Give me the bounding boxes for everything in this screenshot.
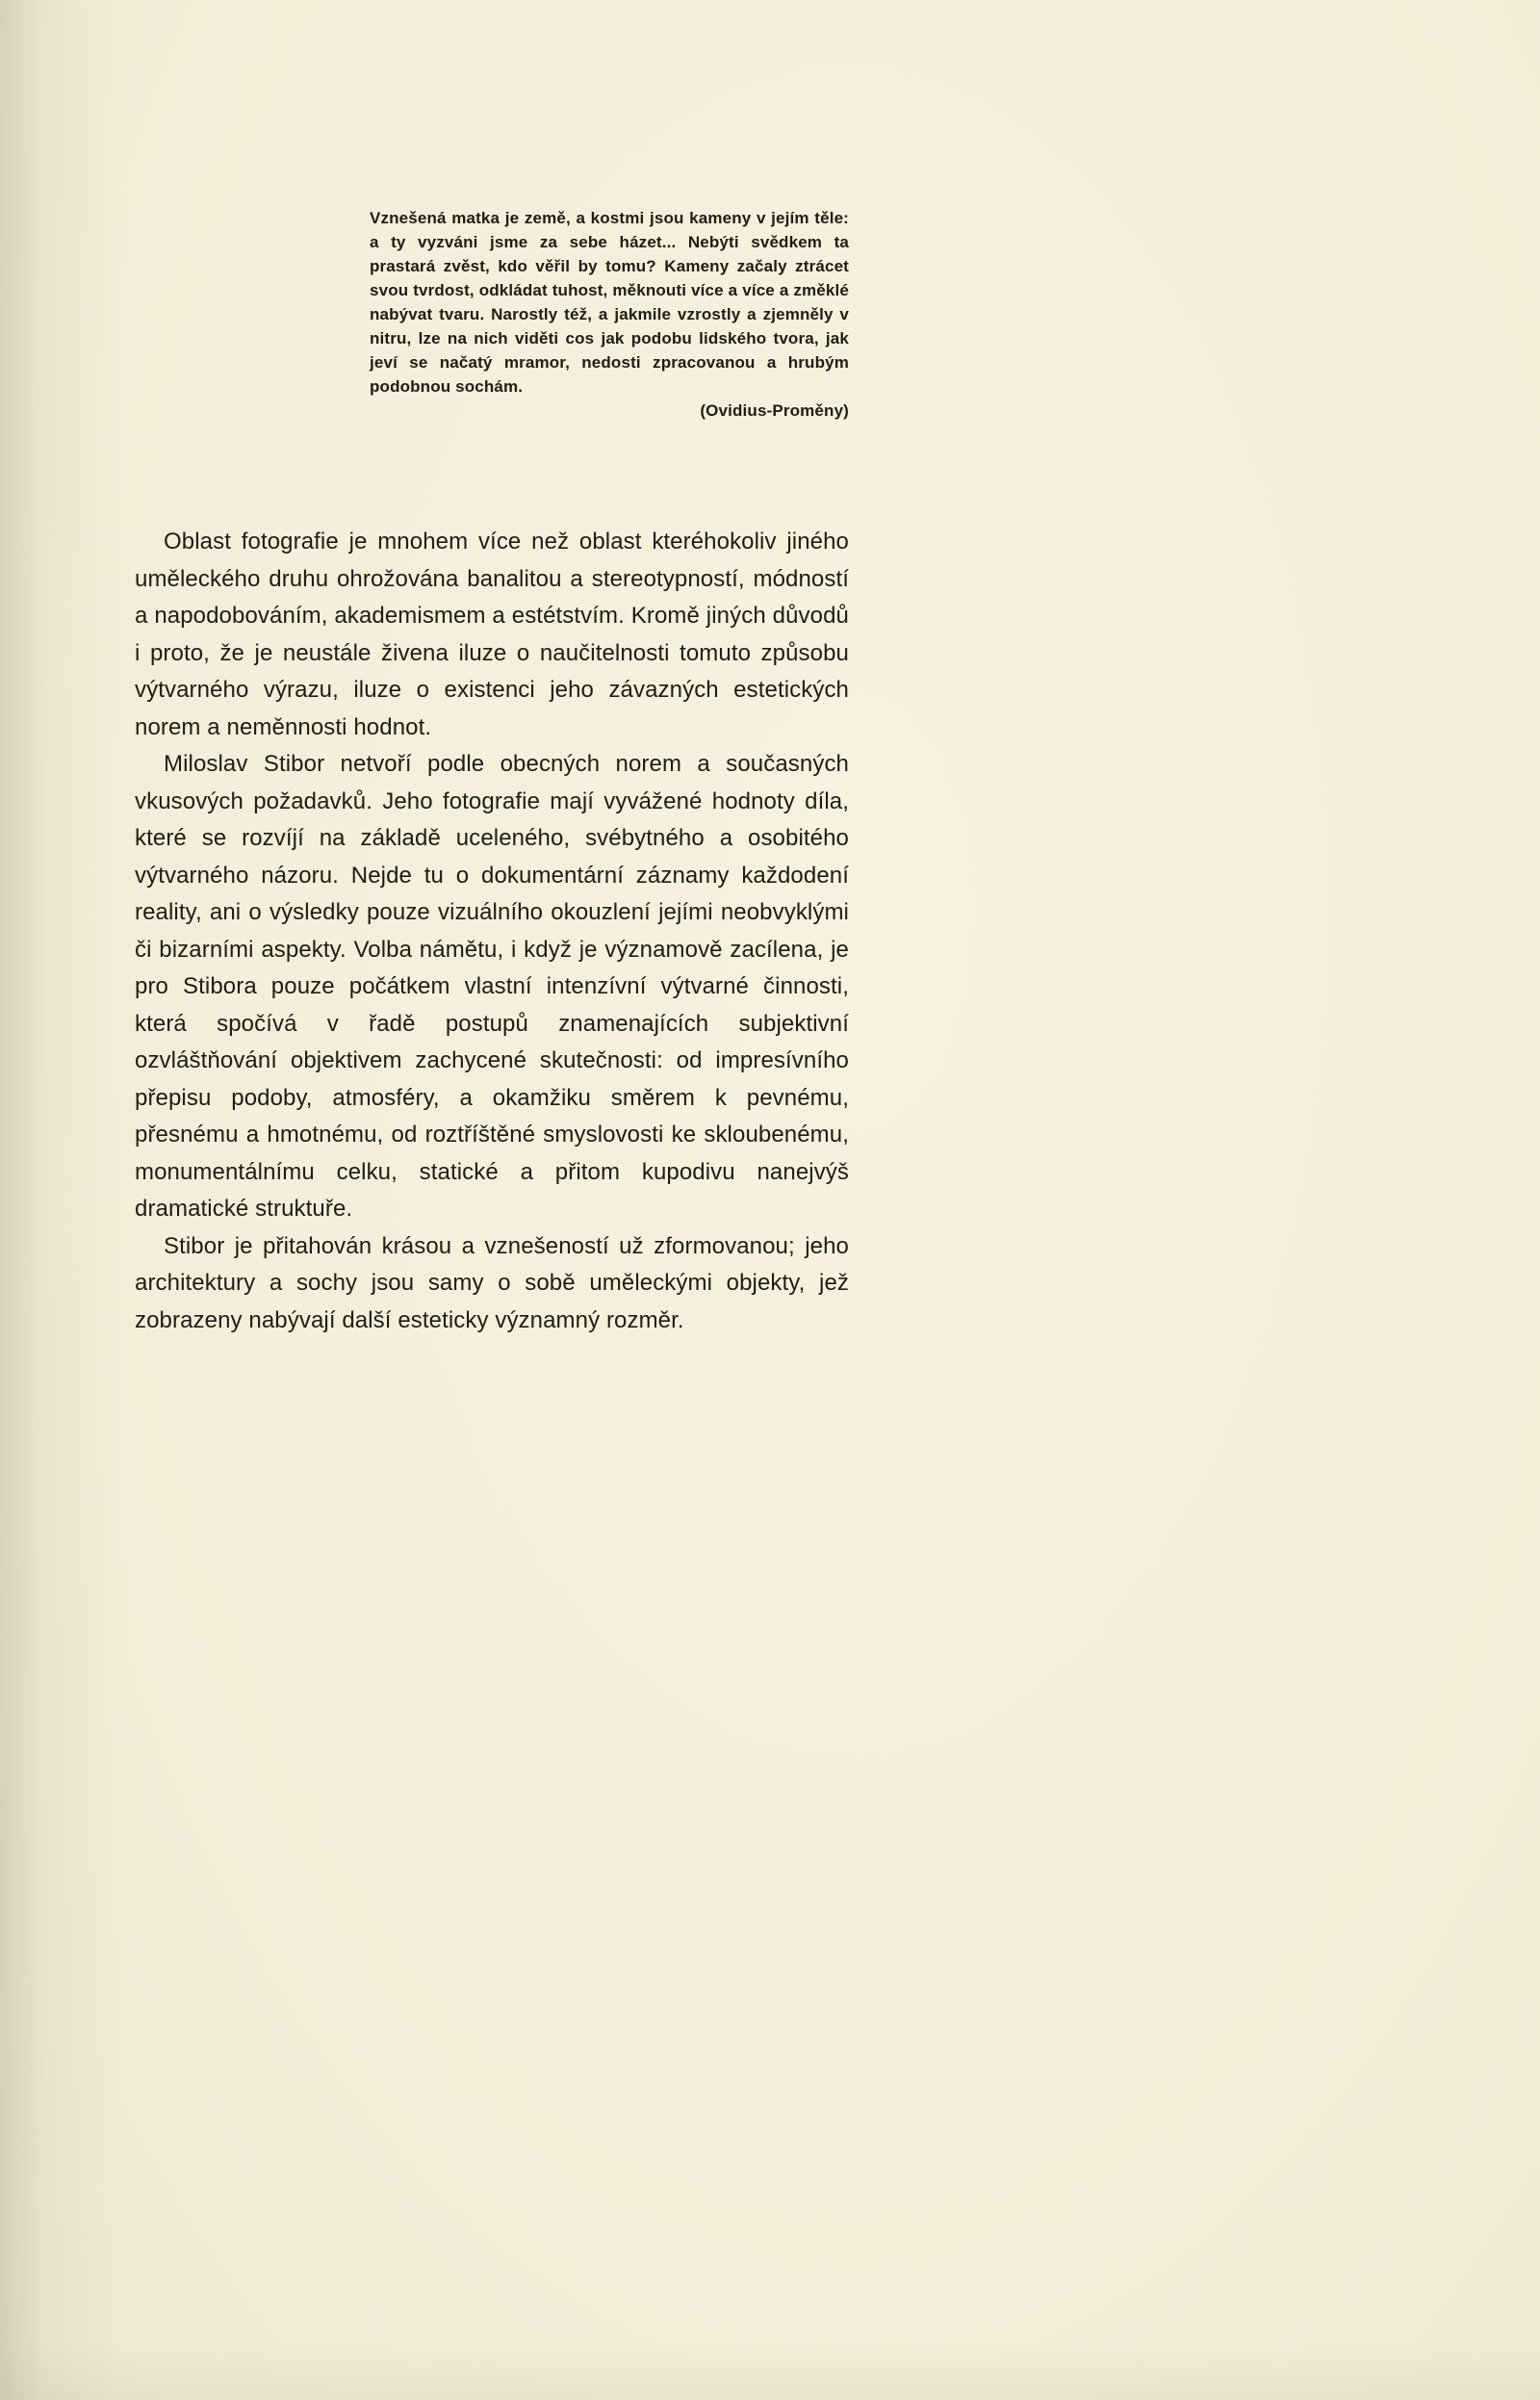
body-paragraph: Miloslav Stibor netvoří podle obecných norem a současných vkusových požadavků. Jeho fotografie mají vyvážené hodnoty díla, které se rozvíjí na základě uceleného, svébytného a osobitého výtvarného názoru. Nejde tu o dokumentární záznamy každodení reality, ani o výsledky pouze vizuálního okouzlení jejími neobvyklými či bizarními aspekty. Volba námětu, i když je významově zacílena, je pro Stibora pouze počátkem vlastní intenzívní výtvarné činnosti, která spočívá v řadě postupů znamenajících subjektivní ozvláštňování objektivem zachycené skutečnosti: od impresívního přepisu podoby, atmosféry, a okamžiku směrem k pevnému, přesnému a hmotnému, od roztříštěné smyslovosti ke skloubenému, monumentálnímu celku, statické a přitom kupodivu nanejvýš dramatické struktuře. [135,751,849,1222]
epigraph-text: Vznešená matka je země, a kostmi jsou kameny v jejím těle: a ty vyzváni jsme za sebe házet... Nebýti svědkem ta prastará zvěst, kdo věřil by tomu? Kameny začaly ztrácet svou tvrdost, odkládat tuhost, měknouti více a více a změklé nabývat tvaru. Narostly též, a jakmile vzrostly a zjemněly v nitru, lze na nich viděti cos jak podobu lidského tvora, jak jeví se načatý mramor, nedosti zpracovanou a hrubým podobnou sochám. [370,209,849,396]
epigraph-block [370,206,849,423]
epigraph-attribution: (Ovidius-Proměny) [700,401,849,420]
body-text-block [135,524,849,1339]
body-paragraph: Oblast fotografie je mnohem více než oblast kteréhokoliv jiného uměleckého druhu ohrožována banalitou a stereotypností, módností a napodobováním, akademismem a estétstvím. Kromě jiných důvodů i proto, že je neustále živena iluze o naučitelnosti tomuto způsobu výtvarného výrazu, iluze o existenci jeho závazných estetických norem a neměnnosti hodnot. [135,529,849,740]
body-paragraph: Stibor je přitahován krásou a vznešeností už zformovanou; jeho architektury a sochy jsou samy o sobě uměleckými objekty, jež zobrazeny nabývají další esteticky významný rozměr. [135,1232,849,1333]
